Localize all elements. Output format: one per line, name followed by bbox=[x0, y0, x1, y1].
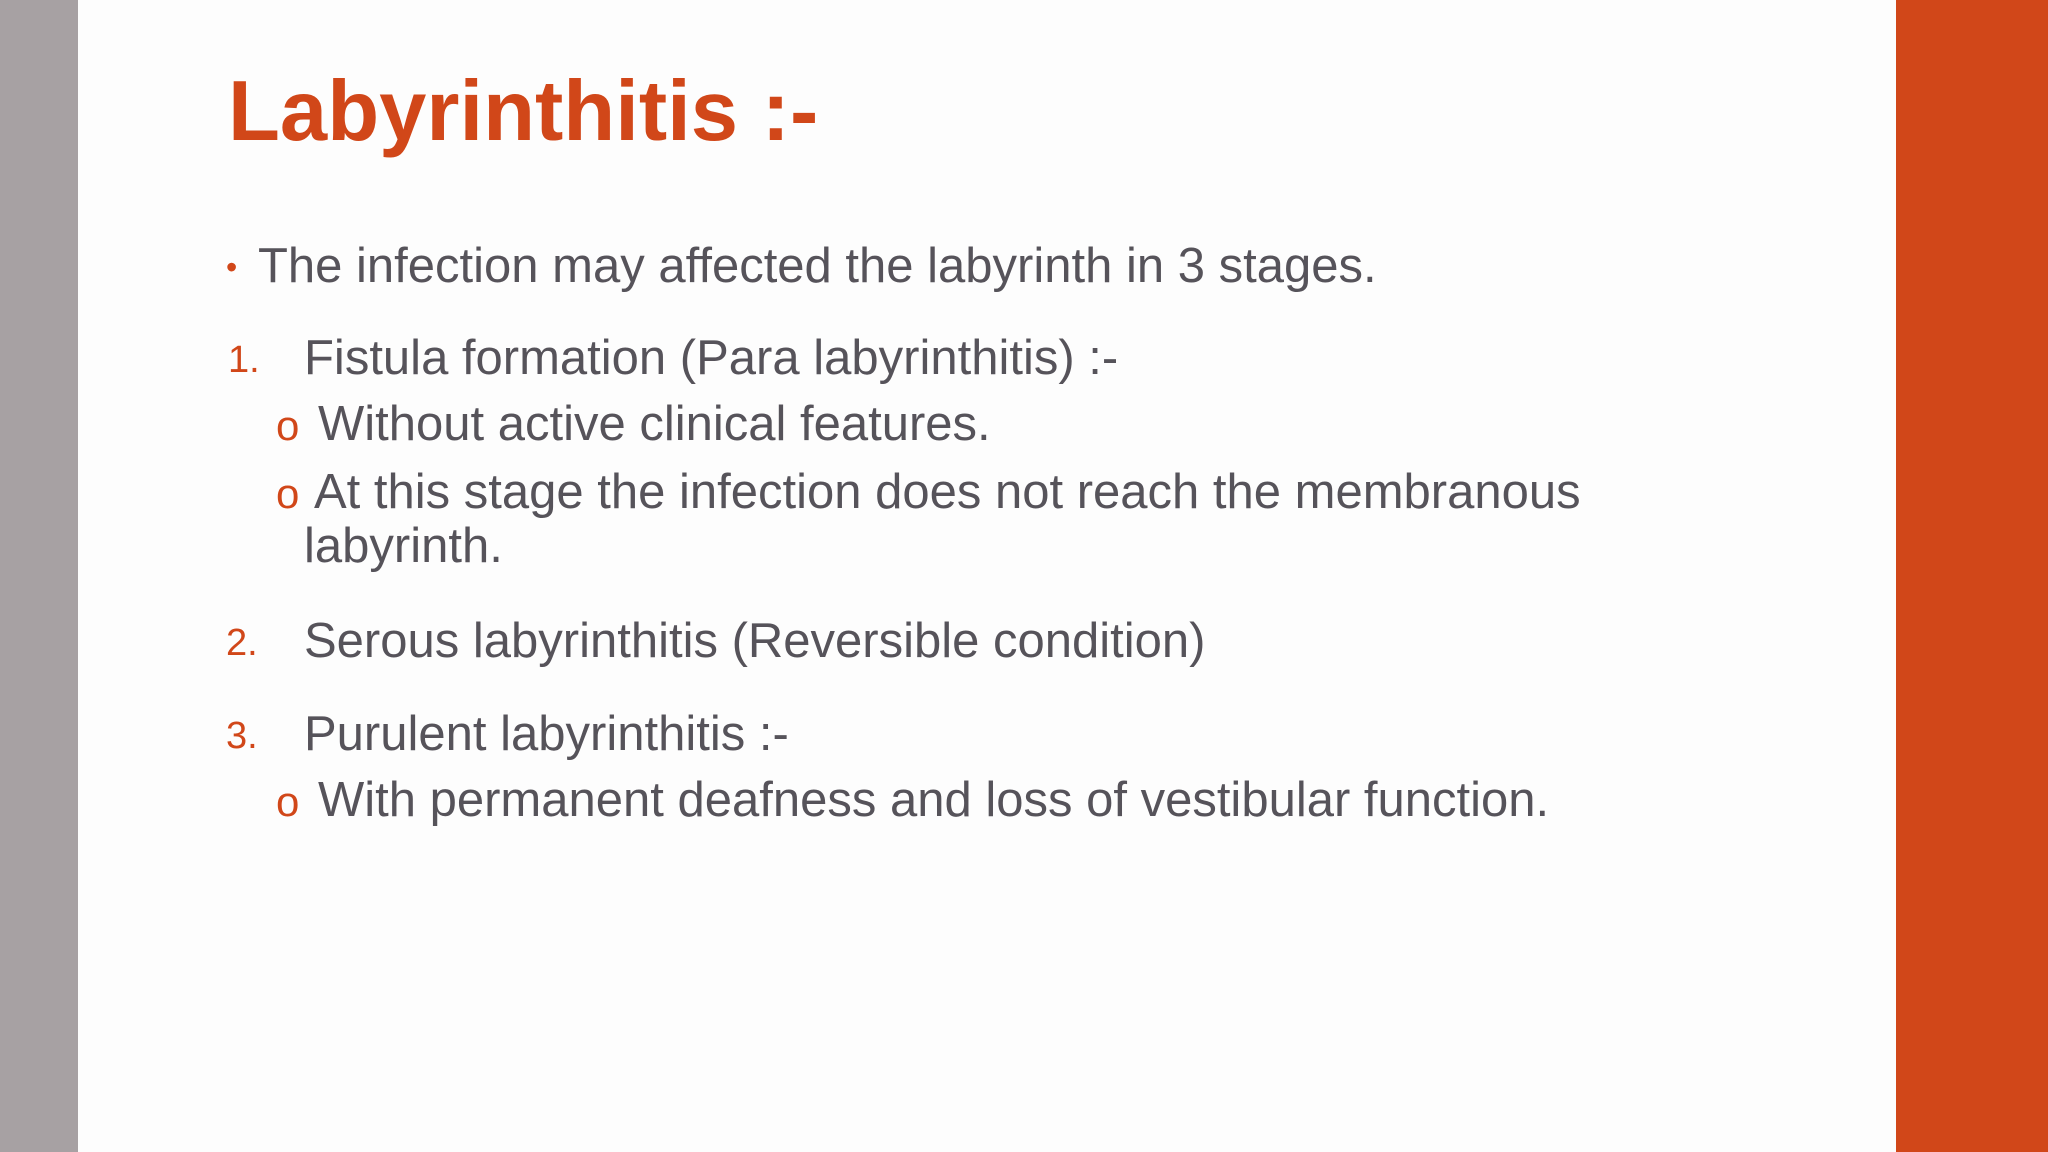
sub-bullet-marker: o bbox=[276, 778, 300, 825]
stage-3-text: Purulent labyrinthitis :- bbox=[304, 707, 789, 761]
stage-3-subpoint-1: With permanent deafness and loss of vestibular function. bbox=[318, 773, 1550, 827]
intro-text: The infection may affected the labyrinth in 3 stages. bbox=[258, 239, 1377, 293]
stage-1-subpoint-2-continued: labyrinth. bbox=[304, 519, 503, 573]
stage-1-number: 1. bbox=[228, 339, 260, 381]
stage-2-number: 2. bbox=[226, 622, 258, 664]
right-accent-bar bbox=[1896, 0, 2048, 1152]
slide-title: Labyrinthitis :- bbox=[228, 64, 819, 159]
stage-1-subpoint-2: At this stage the infection does not reach the membranous bbox=[314, 465, 1581, 519]
stage-1-text: Fistula formation (Para labyrinthitis) :- bbox=[304, 331, 1119, 385]
sub-bullet-marker: o bbox=[276, 402, 300, 449]
sub-bullet-marker: o bbox=[276, 470, 300, 517]
bullet-marker: • bbox=[226, 249, 238, 285]
stage-1-subpoint-1: Without active clinical features. bbox=[318, 397, 991, 451]
stage-3-number: 3. bbox=[226, 715, 258, 757]
left-decorative-bar bbox=[0, 0, 78, 1152]
stage-2-text: Serous labyrinthitis (Reversible condition) bbox=[304, 614, 1206, 668]
